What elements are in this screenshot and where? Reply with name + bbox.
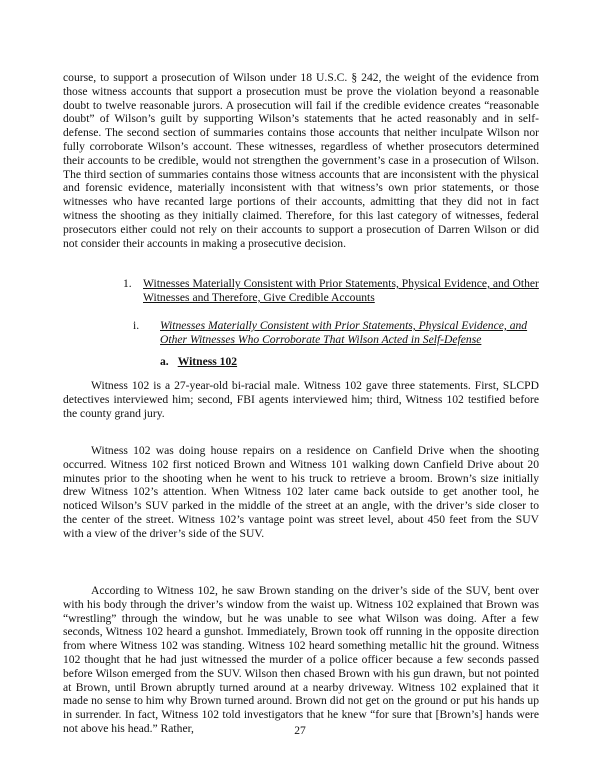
witness-heading <box>160 355 237 369</box>
subsection-heading-i <box>133 319 533 347</box>
subsection-heading-i-number: i. <box>133 319 140 332</box>
section-heading-1-text: Witnesses Materially Consistent with Prior Statements, Physical Evidence, and Other Witnesses and Therefore, Give Credible Accounts <box>143 277 539 304</box>
witness-heading-number: a. <box>160 355 169 368</box>
body-paragraph-vantage-point: Witness 102 was doing house repairs on a residence on Canfield Drive when the shooting occurred. Witness 102 first noticed Brown and Witness 101 walking down Canfield Drive about 20 minutes prior to the shooting when he went to his truck to retrieve a broom. Brown’s size initially drew Witness 102’s attention. When Witness 102 later came back outside to get another tool, he noticed Wilson’s SUV parked in the middle of the street at an angle, with the driver’s side closer to the center of the street. Witness 102’s vantage point was street level, about 450 feet from the SUV with a view of the driver’s side of the SUV. <box>63 444 539 540</box>
section-heading-1-number: 1. <box>123 277 132 290</box>
subsection-heading-i-text: Witnesses Materially Consistent with Prior Statements, Physical Evidence, and Other Witnesses Who Corroborate That Wilson Acted in Self-Defense <box>160 319 528 346</box>
witness-heading-text: Witness 102 <box>177 355 238 368</box>
body-paragraph-account: According to Witness 102, he saw Brown standing on the driver’s side of the SUV, bent over with his body through the driver’s window from the waist up. Witness 102 explained that Brown was “wrestling” through the window, but he was unable to see what Wilson was doing. After a few seconds, Witness 102 heard a gunshot. Immediately, Brown took off running in the opposite direction from where Witness 102 was standing. Witness 102 heard something metallic hit the ground. Witness 102 thought that he had just witnessed the murder of a police officer because a few seconds passed before Wilson emerged from the SUV. Wilson then chased Brown with his gun drawn, but not pointed at Brown, until Brown abruptly turned around at a nearby driveway. Witness 102 explained that it made no sense to him why Brown turned around. Brown did not get on the ground or put his hands up in surrender. In fact, Witness 102 told investigators that he knew “for sure that [Brown’s] hands were not above his head.” Rather, <box>63 584 539 735</box>
body-paragraph-witness-profile: Witness 102 is a 27-year-old bi-racial male. Witness 102 gave three statements. First, SLCPD detectives interviewed him; second, FBI agents interviewed him; third, Witness 102 testified before the county grand jury. <box>63 379 539 420</box>
section-heading-1 <box>123 277 543 305</box>
body-paragraph-intro: course, to support a prosecution of Wilson under 18 U.S.C. § 242, the weight of the evidence from those witness accounts that support a prosecution must be prove the violation beyond a reasonable doubt to twelve reasonable jurors. A prosecution will fail if the credible evidence creates “reasonable doubt” of Wilson’s guilt by supporting Wilson’s statements that he acted reasonably and in self-defense. The second section of summaries contains those accounts that neither inculpate Wilson nor fully corroborate Wilson’s account. These witnesses, regardless of whether prosecutors determined their accounts to be credible, would not strengthen the government’s case in a prosecution of Wilson. The third section of summaries contains those witness accounts that are inconsistent with the physical and forensic evidence, materially inconsistent with that witness’s own prior statements, or those witnesses who have recanted large portions of their accounts, admitting that they did not in fact witness the shooting as they initially claimed. Therefore, for this last category of witnesses, federal prosecutors either could not rely on their accounts to support a prosecution of Darren Wilson or did not consider their accounts in making a prosecutive decision. <box>63 71 539 250</box>
page-number: 27 <box>294 724 306 737</box>
